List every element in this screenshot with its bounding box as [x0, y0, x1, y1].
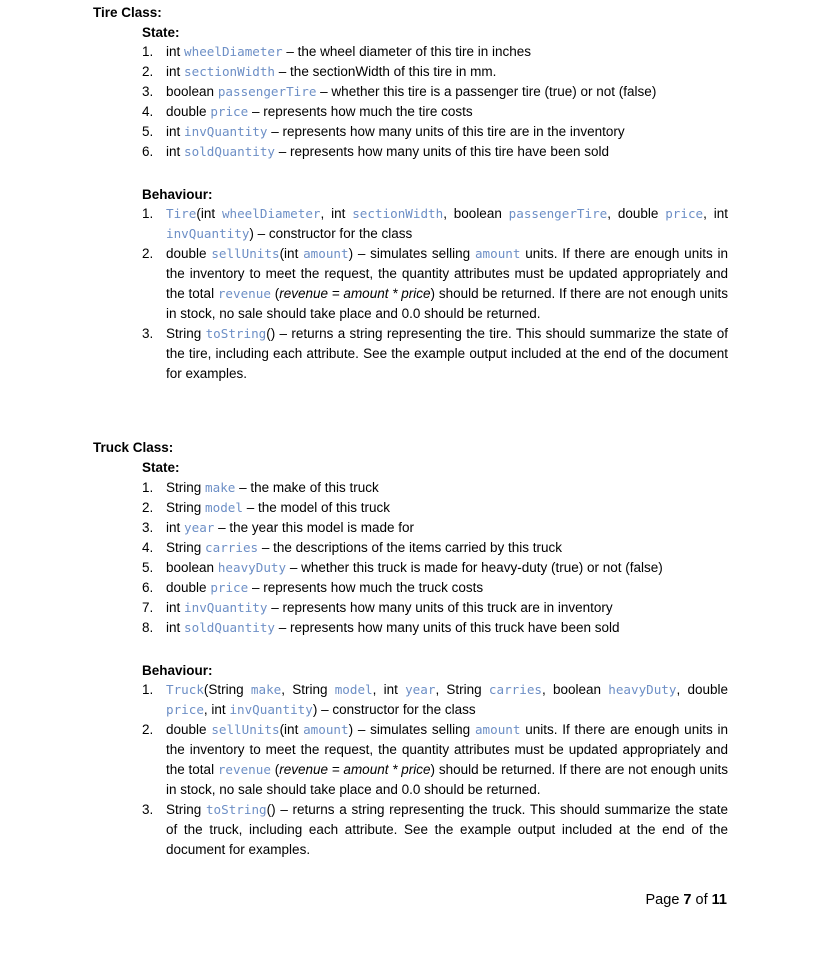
list-item: 7. int invQuantity – represents how many units of this truck are in inventory	[142, 600, 613, 615]
list-item: 1. Tire(int wheelDiameter, int sectionWidth, boolean passengerTire, double price, int invQuantity) – constructor for the class	[142, 206, 728, 241]
tire-behaviour-list	[142, 204, 728, 384]
truck-state-list	[142, 478, 742, 638]
tire-class-title: Tire Class:	[93, 5, 162, 20]
list-item: 3. String toString() – returns a string representing the truck. This should summarize the state of the truck, including each attribute. See the example output included at the end of the document for examples.	[142, 802, 728, 857]
list-item: 2. double sellUnits(int amount) – simulates selling amount units. If there are enough units in the inventory to meet the request, the quantity attributes must be updated appropriately and the total revenue (revenue = amount * price) should be returned. If there are not enough units in stock, no sale should take place and 0.0 should be returned.	[142, 246, 728, 321]
list-item: 4. String carries – the descriptions of the items carried by this truck	[142, 540, 563, 555]
list-item: 1. int wheelDiameter – the wheel diameter of this tire in inches	[142, 44, 532, 59]
list-item: 4. double price – represents how much the tire costs	[142, 104, 473, 119]
truck-behaviour-list	[142, 680, 728, 860]
list-item: 3. boolean passengerTire – whether this tire is a passenger tire (true) or not (false)	[142, 84, 657, 99]
list-item: 3. String toString() – returns a string representing the tire. This should summarize the state of the tire, including each attribute. See the example output included at the end of the document for examples.	[142, 326, 728, 381]
list-item: 8. int soldQuantity – represents how many units of this truck have been sold	[142, 620, 620, 635]
list-item: 2. String model – the model of this truck	[142, 500, 391, 515]
list-item: 5. int invQuantity – represents how many units of this tire are in the inventory	[142, 124, 625, 139]
tire-state-label: State:	[142, 25, 180, 40]
list-item: 3. int year – the year this model is made for	[142, 520, 414, 535]
list-item: 6. double price – represents how much the truck costs	[142, 580, 484, 595]
tire-behaviour-label: Behaviour:	[142, 187, 213, 202]
list-item: 5. boolean heavyDuty – whether this truck is made for heavy-duty (true) or not (false)	[142, 560, 663, 575]
page-number: Page 7 of 11	[645, 892, 727, 908]
list-item: 2. int sectionWidth – the sectionWidth of this tire in mm.	[142, 64, 497, 79]
list-item: 1. String make – the make of this truck	[142, 480, 379, 495]
truck-behaviour-label: Behaviour:	[142, 663, 213, 678]
truck-state-label: State:	[142, 460, 180, 475]
list-item: 2. double sellUnits(int amount) – simulates selling amount units. If there are enough units in the inventory to meet the request, the quantity attributes must be updated appropriately and the total revenue (revenue = amount * price) should be returned. If there are not enough units in stock, no sale should take place and 0.0 should be returned.	[142, 722, 728, 797]
list-item: 6. int soldQuantity – represents how many units of this tire have been sold	[142, 144, 609, 159]
list-item: 1. Truck(String make, String model, int year, String carries, boolean heavyDuty, double price, int invQuantity) – constructor for the class	[142, 682, 728, 717]
tire-state-list	[142, 42, 742, 162]
truck-class-title: Truck Class:	[93, 440, 174, 455]
